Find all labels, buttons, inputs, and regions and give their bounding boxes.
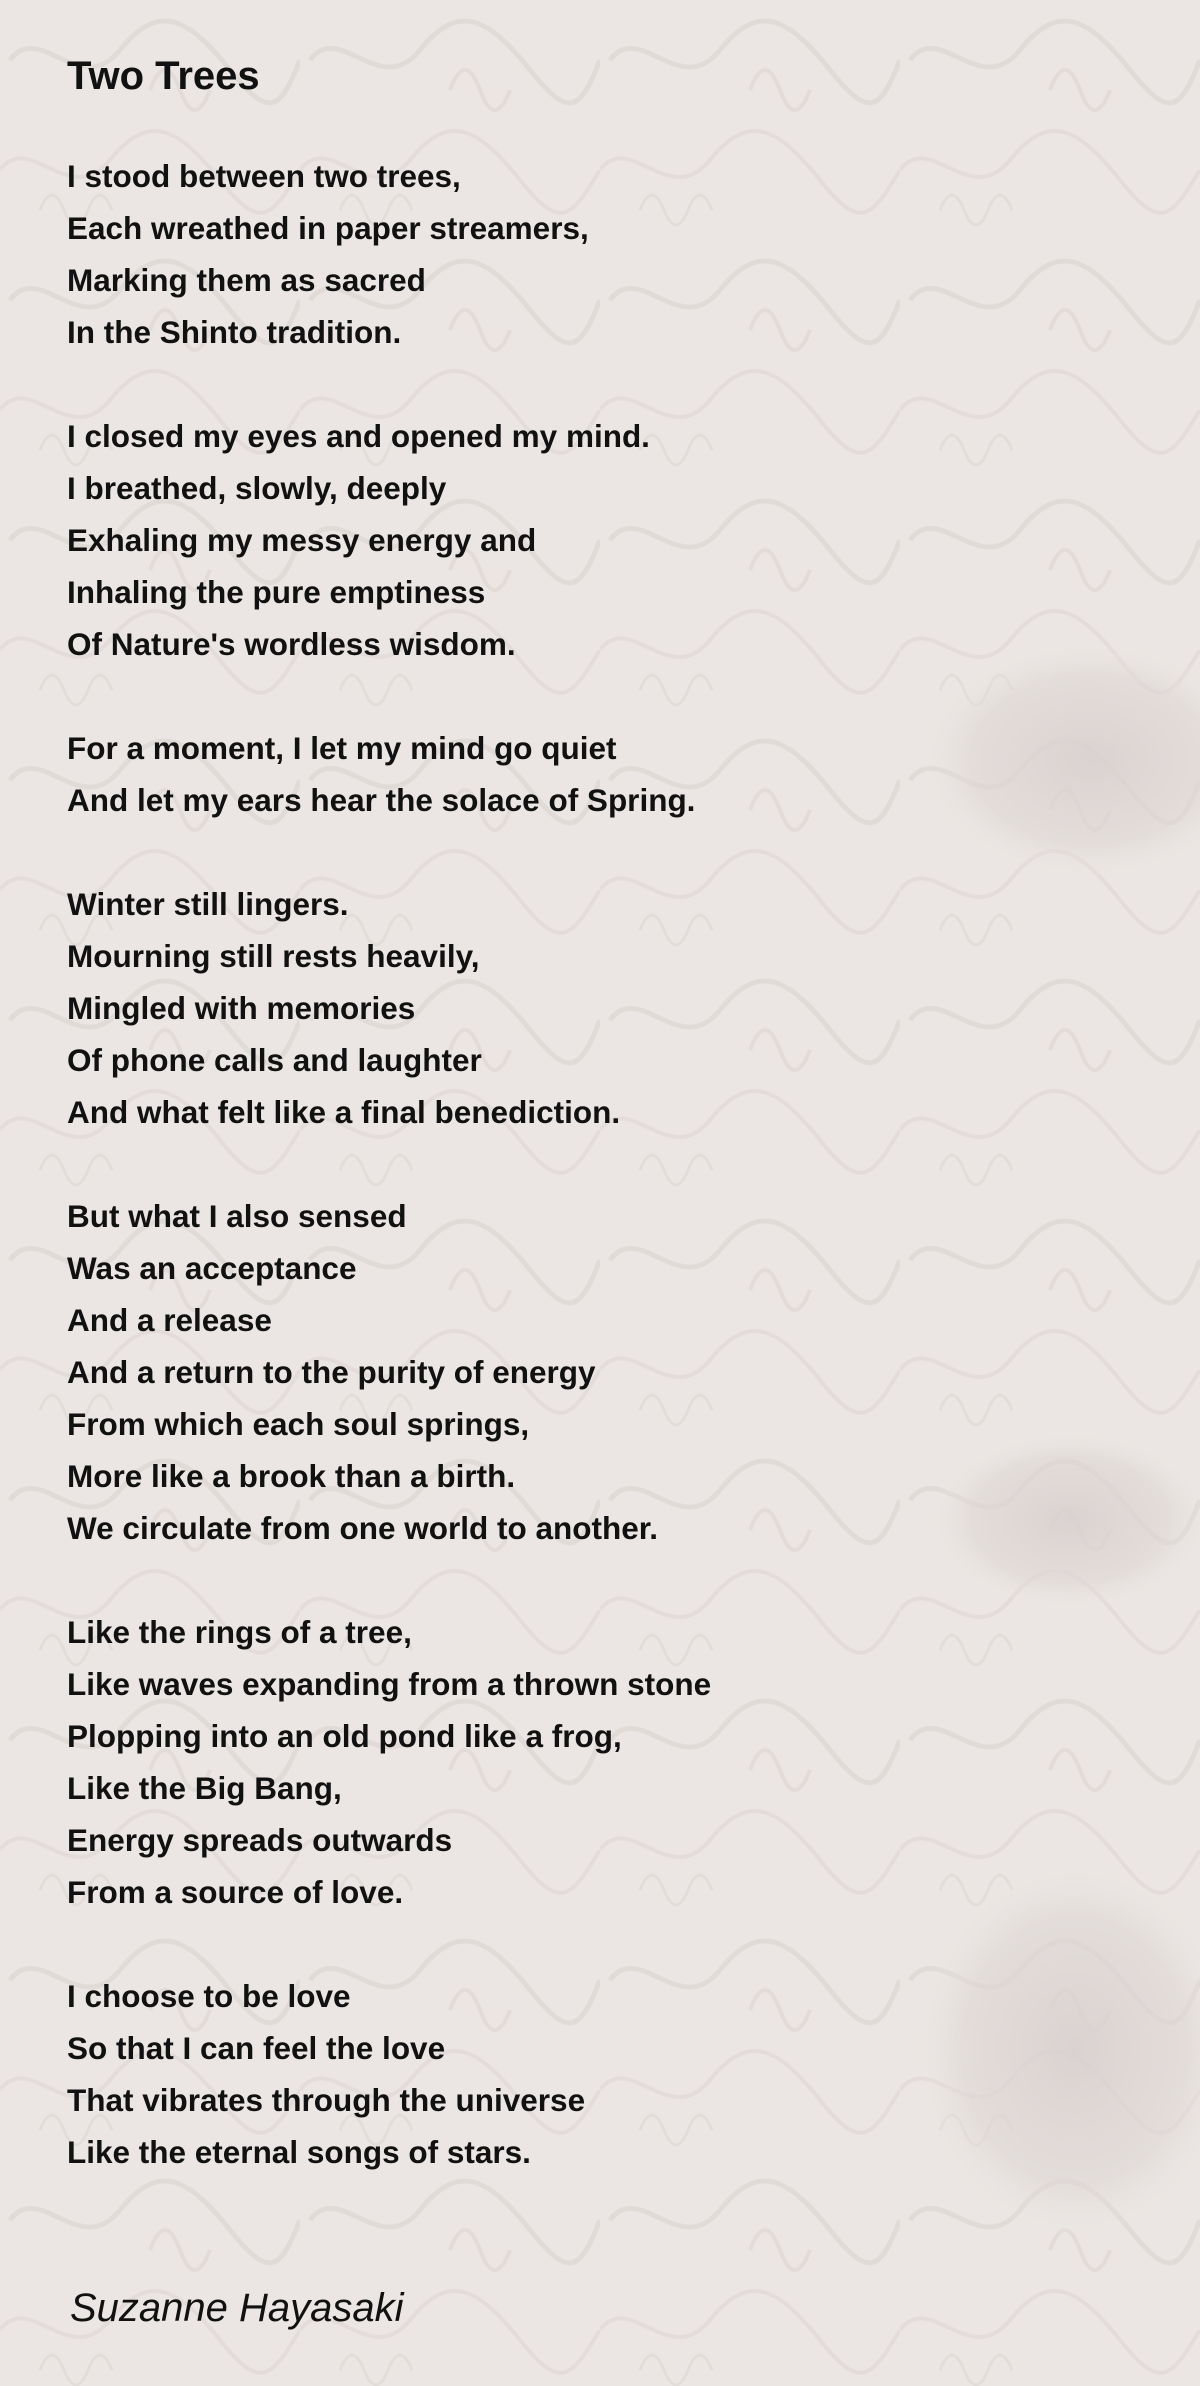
poem-line: For a moment, I let my mind go quiet [67, 730, 617, 766]
poem-line: From which each soul springs, [67, 1406, 530, 1442]
poem-line: Inhaling the pure emptiness [67, 574, 486, 610]
poem-line: And what felt like a final benediction. [67, 1094, 621, 1130]
poem-line: In the Shinto tradition. [67, 314, 402, 350]
poem-line: I closed my eyes and opened my mind. [67, 418, 650, 454]
poem-author: Suzanne Hayasaki [70, 2286, 404, 2330]
poem-line: But what I also sensed [67, 1198, 407, 1234]
poem-line: Winter still lingers. [67, 886, 349, 922]
stanza-2 [67, 410, 650, 670]
poem-line: And a release [67, 1302, 272, 1338]
poem-title: Two Trees [67, 54, 260, 98]
stanza-6 [67, 1606, 711, 1918]
poem-line: That vibrates through the universe [67, 2082, 586, 2118]
poem-line: Like the rings of a tree, [67, 1614, 412, 1650]
poem-line: Plopping into an old pond like a frog, [67, 1718, 622, 1754]
poem-line: Of phone calls and laughter [67, 1042, 482, 1078]
stanza-4 [67, 878, 620, 1138]
stanza-1 [67, 150, 589, 358]
poem-line: More like a brook than a birth. [67, 1458, 516, 1494]
poem-line: And let my ears hear the solace of Spring. [67, 782, 696, 818]
poem-line: I stood between two trees, [67, 158, 461, 194]
poem-line: Each wreathed in paper streamers, [67, 210, 589, 246]
poem-line: Mingled with memories [67, 990, 416, 1026]
poem-line: And a return to the purity of energy [67, 1354, 596, 1390]
poem-line: Energy spreads outwards [67, 1822, 453, 1858]
poem-line: Of Nature's wordless wisdom. [67, 626, 516, 662]
poem-line: From a source of love. [67, 1874, 404, 1910]
poem-line: I choose to be love [67, 1978, 351, 2014]
stanza-3 [67, 722, 695, 826]
stanza-7 [67, 1970, 585, 2178]
poem-line: Exhaling my messy energy and [67, 522, 537, 558]
poem-line: Like waves expanding from a thrown stone [67, 1666, 712, 1702]
poem-line: So that I can feel the love [67, 2030, 446, 2066]
poem-line: Was an acceptance [67, 1250, 357, 1286]
poem-line: Like the Big Bang, [67, 1770, 342, 1806]
poem-line: We circulate from one world to another. [67, 1510, 659, 1546]
poem-line: I breathed, slowly, deeply [67, 470, 447, 506]
poem-line: Marking them as sacred [67, 262, 426, 298]
stanza-5 [67, 1190, 658, 1554]
poem-line: Like the eternal songs of stars. [67, 2134, 531, 2170]
poem-line: Mourning still rests heavily, [67, 938, 480, 974]
